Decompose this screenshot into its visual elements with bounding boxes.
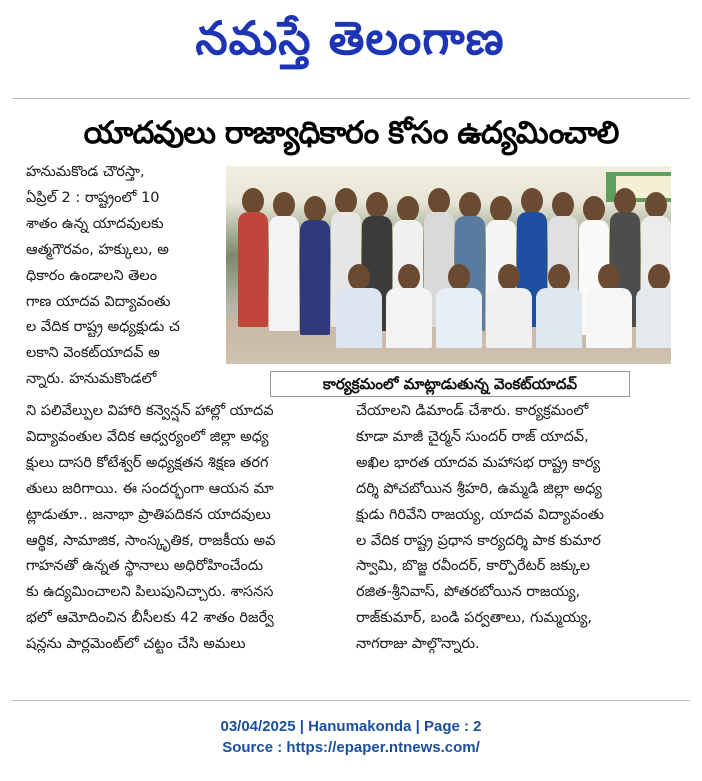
person-head — [366, 192, 388, 218]
article-text-line: క్షులు దాసరి కోటేశ్వర్ అధ్యక్షతన శిక్షణ తరగ — [26, 454, 269, 471]
article-text-line: ట్లాడుతూ.. జనాభా ప్రాతిపదికన యాదవులు — [26, 506, 271, 523]
article-text-line: స్వామి, బొజ్జ రవీందర్, కార్పొరేటర్ జక్కుల — [356, 558, 591, 575]
person-head — [397, 196, 419, 222]
person-head — [548, 264, 570, 290]
divider — [12, 98, 690, 99]
article-text-line: ని పలివేల్పుల విహారి కన్వెన్షన్ హాల్లో యాదవ — [26, 403, 274, 419]
person-head — [645, 192, 667, 218]
article-text-line: ల వేదిక రాష్ట్ర ప్రధాన కార్యదర్శి పాక కుమార — [356, 532, 601, 549]
article-text-line: కూడా మాజీ చైర్మన్ సుందర్ రాజ్ యాదవ్, — [356, 428, 589, 445]
article-column-1-bottom — [26, 399, 344, 658]
article-text-line: గాహనతో ఉన్నత స్థానాలు అధిరోహించేందు — [26, 558, 264, 575]
person-head — [335, 188, 357, 214]
article-text-line: లకాని వెంకట్‌యాదవ్ అ — [26, 345, 160, 362]
article-text-line: ల వేదిక రాష్ట్ర అధ్యక్షుడు చ — [26, 319, 180, 336]
article-text-line: నాగరాజు పాల్గొన్నారు. — [356, 636, 480, 653]
person-head — [398, 264, 420, 290]
article-text-line: గాణ యాదవ విద్యావంతు — [26, 293, 171, 310]
person-body — [386, 288, 432, 348]
article-text-line: ధికారం ఉండాలని తెలం — [26, 267, 158, 284]
person-head — [428, 188, 450, 214]
article-text-line: శాతం ఉన్న యాదవులకు — [26, 215, 164, 232]
newspaper-logo: నమస్తే తెలంగాణ — [195, 11, 505, 65]
footer-date-line: 03/04/2025 | Hanumakonda | Page : 2 — [220, 718, 482, 735]
person-head — [552, 192, 574, 218]
person-head — [583, 196, 605, 222]
person-head — [498, 264, 520, 290]
person-head — [273, 192, 295, 218]
person-head — [459, 192, 481, 218]
footer-divider — [12, 700, 690, 701]
person-head — [614, 188, 636, 214]
article-headline: యాదవులు రాజ్యాధికారం కోసం ఉద్యమించాలి — [83, 115, 619, 151]
person-head — [598, 264, 620, 290]
photo-caption: కార్యక్రమంలో మాట్లాడుతున్న వెంకట్‌యాదవ్ — [270, 371, 630, 397]
person-body — [238, 212, 268, 327]
article-text-line: హనుమకొండ చౌరస్తా, — [26, 164, 145, 180]
footer-source-line: Source : https://epaper.ntnews.com/ — [222, 739, 480, 756]
article-text-line: కు ఉద్యమించాలని పిలుపునిచ్చారు. శాసనస — [26, 584, 274, 601]
person-body — [536, 288, 582, 348]
article-text-line: న్నారు. హనుమకొండలో — [26, 371, 157, 388]
article-text-line: దర్శి పోచబోయిన శ్రీహరి, ఉమ్మడి జిల్లా అధ్య — [356, 480, 602, 497]
person-head — [304, 196, 326, 222]
person-body — [269, 216, 299, 331]
article-text-line: షన్లను పార్లమెంట్‌లో చట్టం చేసి అమలు — [26, 636, 246, 653]
article-text-line: రజిత-శ్రీనివాస్, పోతరబోయిన రాజయ్య, — [356, 584, 581, 601]
article-text-line: తులు జరిగాయి. ఈ సందర్భంగా ఆయన మా — [26, 480, 274, 497]
person-head — [348, 264, 370, 290]
article-text-line: రాజ్‌కుమార్, బండి పర్వతాలు, గుమ్మయ్య, — [356, 610, 593, 627]
person-body — [436, 288, 482, 348]
person-body — [300, 220, 330, 335]
article-text-line: ఆర్థిక, సామాజిక, సాంస్కృతిక, రాజకీయ అవ — [26, 532, 276, 549]
article-text-line: క్షుడు గిరివేని రాజయ్య, యాదవ విద్యావంతు — [356, 506, 605, 523]
person-body — [586, 288, 632, 348]
article-text-line: భలో ఆమోదించిన బీసీలకు 42 శాతం రిజర్వే — [26, 610, 274, 627]
article-text-line: చేయాలని డిమాండ్ చేశారు. కార్యక్రమంలో — [356, 403, 589, 419]
article-column-1-top — [26, 160, 214, 393]
article-photo — [226, 166, 671, 364]
person-head — [490, 196, 512, 222]
article-text-line: విద్యావంతుల వేదిక ఆధ్వర్యంలో జిల్లా అధ్య — [26, 428, 269, 445]
article-text-line: అఖిల భారత యాదవ మహాసభ రాష్ట్ర కార్య — [356, 454, 601, 471]
person-body — [486, 288, 532, 348]
person-head — [242, 188, 264, 214]
person-body — [336, 288, 382, 348]
person-head — [448, 264, 470, 290]
person-head — [521, 188, 543, 214]
article-text-line: ఆత్మగౌరవం, హక్కులు, అ — [26, 241, 169, 258]
person-body — [636, 288, 671, 348]
masthead — [0, 0, 702, 92]
article-column-2 — [356, 399, 674, 658]
person-head — [648, 264, 670, 290]
article-text-line: ఏప్రిల్ 2 : రాష్ట్రంలో 10 — [26, 189, 160, 206]
